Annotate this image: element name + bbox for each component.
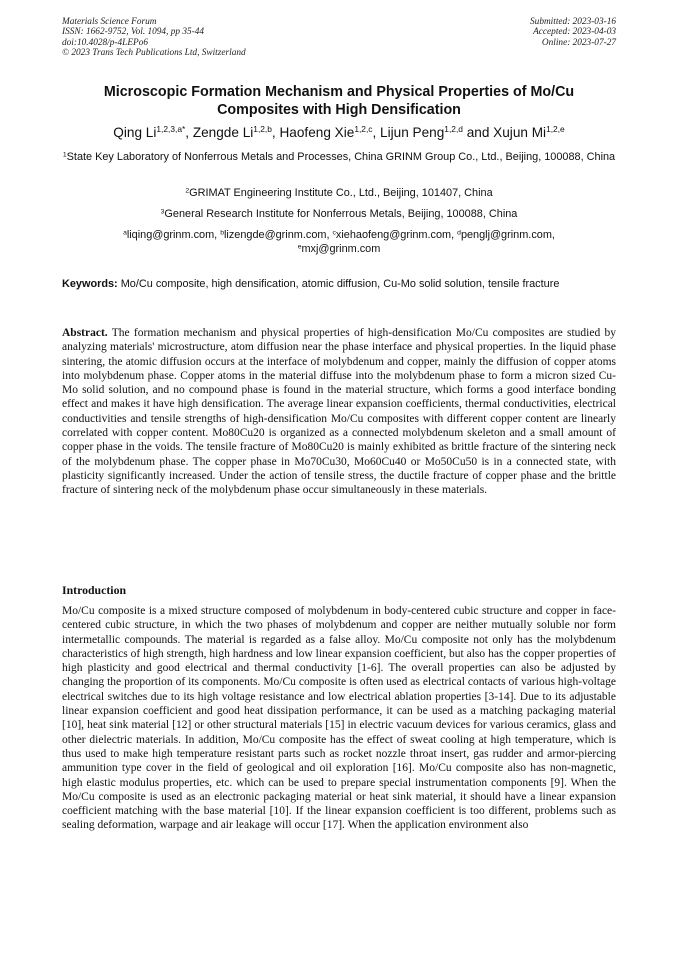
affiliation-3 bbox=[62, 208, 616, 222]
author-separator: , bbox=[372, 125, 381, 140]
date-online: Online: 2023-07-27 bbox=[541, 37, 616, 48]
author-separator: , bbox=[185, 125, 193, 140]
keywords-text: Mo/Cu composite, high densification, atomic diffusion, Cu-Mo solid solution, tensile fracture bbox=[120, 278, 560, 290]
author-separator: and bbox=[462, 125, 494, 140]
email-address: lizengde@grinm.com, bbox=[224, 229, 333, 241]
introduction-paragraph: Mo/Cu composite is a mixed structure composed of molybdenum in body-centered cubic structure and copper in face-centered cubic structure, in which the two phases of molybdenum and copper are neither mutually soluble nor form intermetallic compounds. The material is regarded as a false alloy. Mo/Cu composite not only has the molybdenum characteristics of high strength, high hardness and low linear expansion coefficient, but also has the copper properties of high plasticity and good electrical and thermal conductivity [1-6]. The overall properties can also be adjusted by changing the proportion of its components. Mo/Cu composite is often used as electrical contacts of various high-voltage electrical switches due to its high voltage resistance and low electrical ablation properties [3-14]. Due to its adjustable linear expansion coefficient and good heat dissipation performance, it can be used as a matching packaging material [10], heat sink material [12] or other structural materials [15] in electric vacuum devices for various ceramics, glass and other dielectric materials. In addition, Mo/Cu composite has the effect of sweat cooling at high temperature, which is thus used to make high temperature resistant parts such as rocket nozzle throat insert, gas rudder and armor-piercing ammunition type cover in the field of geological and oil exploration [16]. Mo/Cu composite also has non-magnetic, high elastic modulus properties, etc. which can be used to prepare special instrumentation components [9]. When the Mo/Cu composite is used as an electronic packaging material or heat sink material, it should have a linear expansion coefficient matching with the base material [10]. If the linear expansion coefficient is too different, problems such as sealing deformation, warpage and air leakage will occur [17]. When the application environment also bbox=[62, 605, 616, 832]
journal-name: Materials Science Forum bbox=[62, 17, 157, 27]
email-address: liqing@grinm.com, bbox=[126, 229, 221, 241]
author-affiliation-mark: 1,2,e bbox=[546, 124, 565, 134]
author-name: Lijun Peng bbox=[380, 125, 445, 140]
keywords bbox=[62, 278, 616, 292]
author-list bbox=[50, 124, 628, 141]
email-mark: c bbox=[332, 229, 336, 237]
author-name: Xujun Mi bbox=[493, 125, 547, 140]
paper-title: Microscopic Formation Mechanism and Physical Properties of Mo/Cu Composites with High Densification bbox=[103, 84, 575, 118]
date-accepted: Accepted: 2023-04-03 bbox=[533, 27, 616, 38]
email-mark: b bbox=[220, 229, 224, 237]
author-name: Zengde Li bbox=[192, 125, 254, 140]
publication-dates bbox=[530, 17, 616, 48]
author-affiliation-mark: 1,2,d bbox=[444, 124, 463, 134]
abstract bbox=[62, 326, 616, 498]
section-heading: Introduction bbox=[62, 583, 127, 597]
journal-copyright: © 2023 Trans Tech Publications Ltd, Switzerland bbox=[62, 48, 246, 59]
email-mark: a bbox=[123, 229, 127, 237]
author-affiliation-mark: 1,2,c bbox=[354, 124, 373, 134]
email-address: xiehaofeng@grinm.com, bbox=[335, 229, 458, 241]
author-affiliation-mark: 1,2,3,a* bbox=[156, 124, 186, 134]
author-name: Haofeng Xie bbox=[279, 125, 355, 140]
date-submitted: Submitted: 2023-03-16 bbox=[530, 17, 616, 27]
journal-issn: ISSN: 1662-9752, Vol. 1094, pp 35-44 bbox=[62, 27, 205, 38]
affiliation-mark: 1 bbox=[62, 151, 67, 159]
abstract-text: The formation mechanism and physical properties of high-densification Mo/Cu composites are studied by analyzing materials' microstructure, atom diffusion near the phase interface and physical properties. In the liquid phase sintering, the atomic diffusion occurs at the interface of molybdenum and copper, mainly the diffusion of copper atoms into molybdenum phase. Copper atoms in the material diffuse into the molybdenum phase to form a micron sized Cu-Mo solid solution, and no compound phase is found in the material structure, which forms a good interface bonding effect and makes it have high densification. The average linear expansion coefficients, thermal conductivities, electrical conductivities and tensile strengths of high-densification Mo/Cu composites with different copper content are linearly correlated with copper content. Mo80Cu20 is organized as a connected molybdenum skeleton and a small amount of copper phase in the voids. The tensile fracture of Mo80Cu20 is mainly exhibited as brittle fracture of the sintering neck of the molybdenum phase. The copper phase in Mo70Cu30, Mo60Cu40 or Mo50Cu50 is in a connected state, with plasticity significantly increased. Under the action of tensile stress, the ductile fracture of copper phase and the brittle fracture of sintering neck of the molybdenum phase occur simultaneously in these materials. bbox=[62, 327, 616, 497]
affiliation-text: GRIMAT Engineering Institute Co., Ltd., Beijing, 101407, China bbox=[189, 187, 493, 199]
author-separator: , bbox=[271, 125, 280, 140]
affiliation-text: General Research Institute for Nonferrous Metals, Beijing, 100088, China bbox=[164, 208, 518, 220]
author-affiliation-mark: 1,2,b bbox=[253, 124, 272, 134]
keywords-label: Keywords: bbox=[62, 278, 118, 290]
email-list bbox=[62, 229, 616, 256]
author-name: Qing Li bbox=[113, 125, 157, 140]
journal-doi: doi:10.4028/p-4LEPo6 bbox=[62, 37, 148, 48]
abstract-label: Abstract. bbox=[62, 327, 108, 339]
email-address: mxj@grinm.com bbox=[301, 242, 381, 255]
affiliation-2 bbox=[62, 187, 616, 201]
email-address: penglj@grinm.com, bbox=[460, 229, 555, 241]
journal-info bbox=[62, 17, 246, 59]
email-mark: d bbox=[457, 229, 461, 237]
affiliation-text: State Key Laboratory of Nonferrous Metals and Processes, China GRINM Group Co., Ltd., Beijing, 100088, China bbox=[66, 151, 616, 163]
affiliation-1 bbox=[62, 151, 616, 165]
affiliation-mark: 3 bbox=[160, 208, 165, 216]
affiliation-mark: 2 bbox=[185, 187, 190, 195]
email-mark: e bbox=[297, 243, 302, 251]
